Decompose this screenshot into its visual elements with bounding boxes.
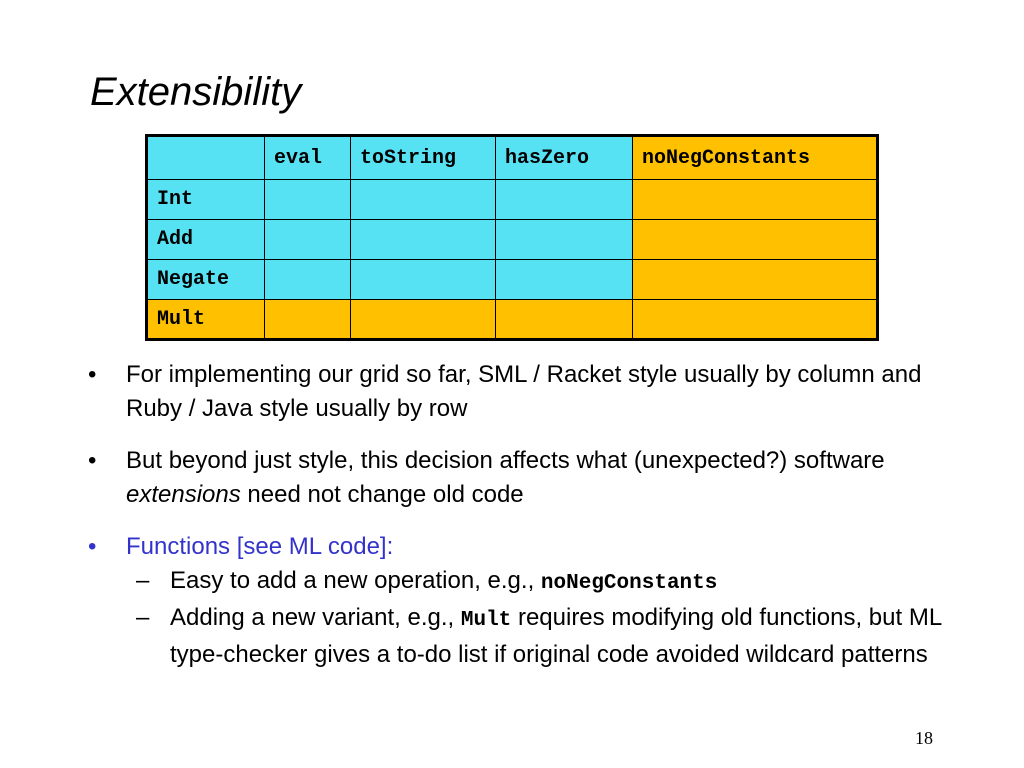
code-mult: Mult (460, 609, 512, 632)
sub-bullet-dash: – (136, 567, 150, 594)
bullet-item-functions (88, 530, 968, 564)
bullet-text: For implementing our grid so far, SML / Racket style usually by column and Ruby / Java style usually by row (126, 361, 922, 422)
grid-cell (351, 300, 496, 340)
grid-cell (633, 180, 878, 220)
sub-bullet-dash: – (136, 604, 150, 631)
grid-cell (633, 300, 878, 340)
sub-bullet-text: Adding a new variant, e.g., (170, 604, 461, 631)
sub-bullet-text: Easy to add a new operation, e.g., (170, 567, 541, 594)
bullet-item (88, 444, 968, 512)
row-label: Int (147, 180, 265, 220)
bullet-emphasis: extensions (126, 481, 241, 508)
grid-cell (496, 220, 633, 260)
sub-bullet-item (88, 564, 968, 601)
sub-bullet-text: requires modifying old functions, but ML type-checker gives a to-do list if original code avoided wildcard patterns (170, 604, 942, 668)
grid-cell (265, 300, 351, 340)
bullet-dot: • (88, 361, 97, 388)
code-nonegconstants: noNegConstants (540, 572, 718, 595)
bullet-dot: • (88, 447, 97, 474)
grid-cell (496, 300, 633, 340)
bullet-text: need not change old code (240, 481, 524, 508)
grid-cell (265, 180, 351, 220)
grid-cell (633, 260, 878, 300)
table-row-add (147, 220, 878, 260)
grid-cell (351, 260, 496, 300)
table-row-int (147, 180, 878, 220)
bullet-text: Functions [see ML code]: (126, 533, 394, 560)
sub-bullet-item (88, 601, 968, 672)
header-cell-haszero: hasZero (496, 136, 633, 180)
grid-cell (496, 260, 633, 300)
grid-cell (351, 220, 496, 260)
table-row-negate (147, 260, 878, 300)
grid-cell (633, 220, 878, 260)
bullet-text: But beyond just style, this decision affects what (unexpected?) software (126, 447, 885, 474)
grid-cell (351, 180, 496, 220)
slide-title: Extensibility (90, 70, 302, 114)
row-label: Add (147, 220, 265, 260)
table-row-mult (147, 300, 878, 340)
row-label: Negate (147, 260, 265, 300)
table-header-row (147, 136, 878, 180)
bullet-item (88, 358, 968, 426)
row-label: Mult (147, 300, 265, 340)
grid-cell (265, 260, 351, 300)
header-cell-tostring: toString (351, 136, 496, 180)
page-number: 18 (915, 728, 933, 748)
header-cell-corner (147, 136, 265, 180)
bullet-dot: • (88, 533, 97, 560)
extensibility-grid (145, 134, 879, 341)
header-cell-nonegconstants: noNegConstants (633, 136, 878, 180)
header-cell-eval: eval (265, 136, 351, 180)
grid-cell (496, 180, 633, 220)
bullet-list (88, 358, 968, 672)
grid-cell (265, 220, 351, 260)
